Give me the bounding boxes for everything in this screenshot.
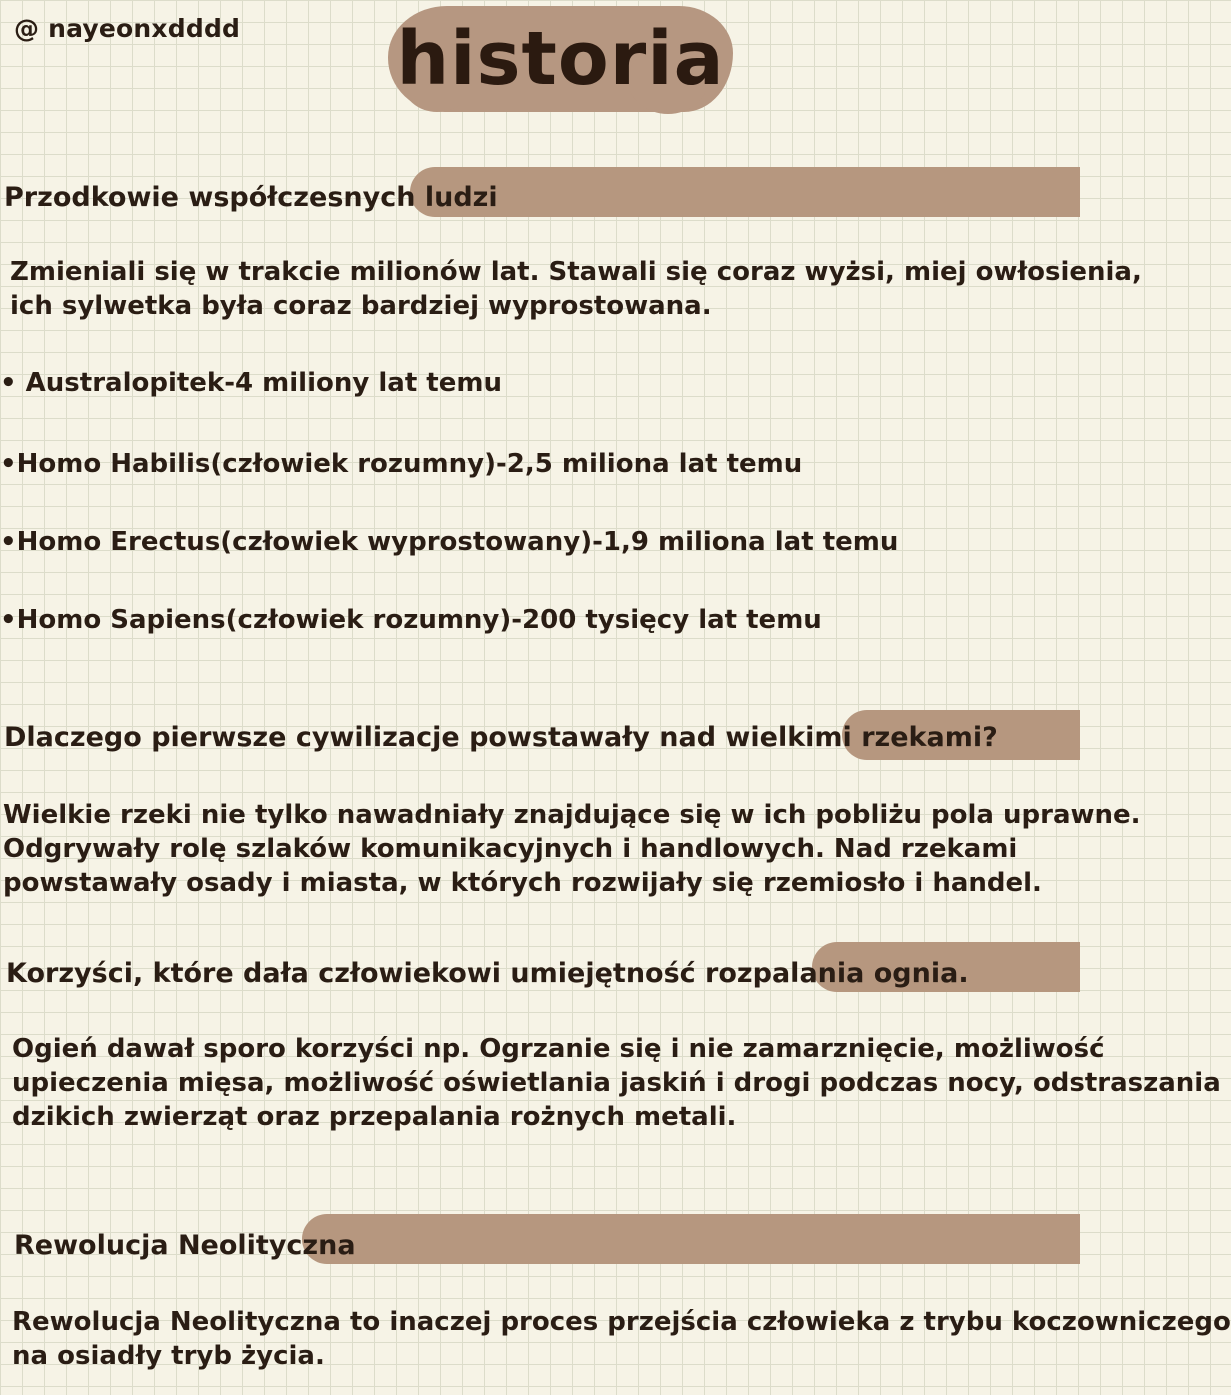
section-3-heading: Korzyści, które dała człowiekowi umiejętność rozpalania ognia.: [6, 958, 969, 989]
section-3-paragraph: [12, 1032, 1221, 1134]
paragraph-line: dzikich zwierząt oraz przepalania rożnych metali.: [12, 1102, 737, 1132]
section-1-paragraph: [10, 255, 1142, 323]
bullet-item: •Homo Habilis(człowiek rozumny)-2,5 miliona lat temu: [0, 449, 803, 479]
paragraph-line: na osiadły tryb życia.: [12, 1341, 325, 1371]
section-4-heading-bar: [302, 1214, 1080, 1264]
paragraph-line: Rewolucja Neolityczna to inaczej proces przejścia człowieka z trybu koczowniczego: [12, 1307, 1231, 1337]
paragraph-line: ich sylwetka była coraz bardziej wyprostowana.: [10, 291, 712, 321]
section-1-heading: Przodkowie współczesnych ludzi: [4, 182, 498, 213]
author-handle: @ nayeonxdddd: [14, 14, 241, 43]
page-title: historia: [396, 16, 725, 102]
section-2-paragraph: [3, 798, 1141, 900]
section-2-heading: Dlaczego pierwsze cywilizacje powstawały nad wielkimi rzekami?: [4, 722, 998, 753]
paragraph-line: Ogień dawał sporo korzyści np. Ogrzanie się i nie zamarznięcie, możliwość: [12, 1034, 1105, 1064]
bullet-item: •Homo Erectus(człowiek wyprostowany)-1,9 miliona lat temu: [0, 527, 899, 557]
section-4-heading: Rewolucja Neolityczna: [14, 1230, 356, 1261]
paragraph-line: Odgrywały rolę szlaków komunikacyjnych i handlowych. Nad rzekami: [3, 834, 1018, 864]
paragraph-line: Wielkie rzeki nie tylko nawadniały znajdujące się w ich pobliżu pola uprawne.: [3, 800, 1141, 830]
section-1-heading-bar: [410, 167, 1080, 217]
bullet-item: •Homo Sapiens(człowiek rozumny)-200 tysięcy lat temu: [0, 605, 822, 635]
section-4-paragraph: [12, 1305, 1231, 1373]
paragraph-line: powstawały osady i miasta, w których rozwijały się rzemiosło i handel.: [3, 868, 1042, 898]
paragraph-line: Zmieniali się w trakcie milionów lat. Stawali się coraz wyżsi, miej owłosienia,: [10, 257, 1142, 287]
paragraph-line: upieczenia mięsa, możliwość oświetlania jaskiń i drogi podczas nocy, odstraszania: [12, 1068, 1221, 1098]
bullet-item: • Australopitek-4 miliony lat temu: [0, 368, 502, 398]
